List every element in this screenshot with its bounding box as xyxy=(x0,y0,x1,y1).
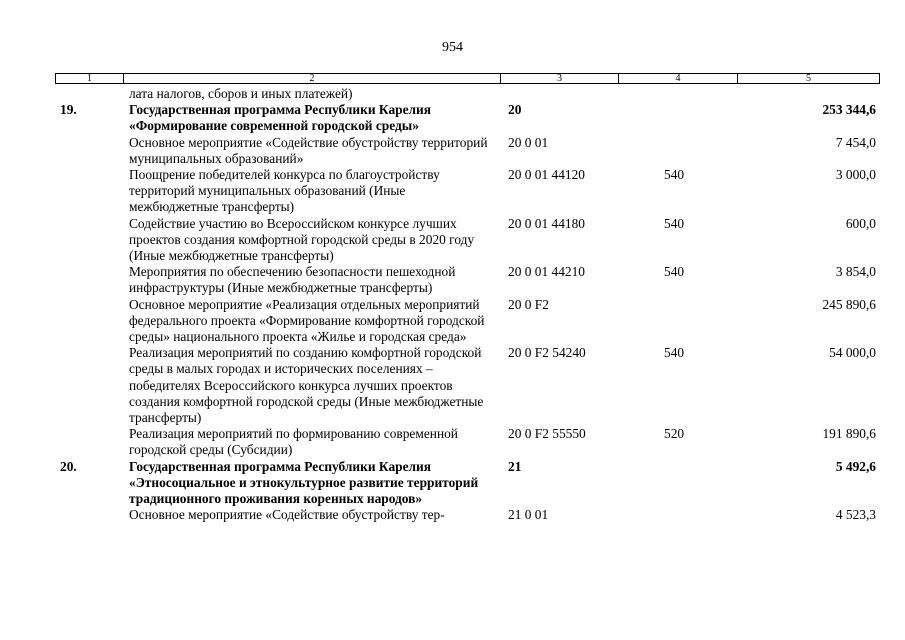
row-number: 20. xyxy=(60,458,77,474)
row-text: Реализация мероприятий по формированию современной городской среды (Субсидии) xyxy=(129,426,458,458)
row-type: 540 xyxy=(664,215,685,231)
row-code: 20 0 F2 54240 xyxy=(508,345,586,361)
page-number: 954 xyxy=(442,40,463,55)
row-number xyxy=(55,135,123,167)
row-sum: 245 890,6 xyxy=(822,296,876,312)
table-row xyxy=(55,216,880,265)
table-body xyxy=(55,86,880,523)
header-col-5: 5 xyxy=(806,73,811,84)
row-code: 21 xyxy=(508,458,522,474)
row-type: 540 xyxy=(664,167,685,183)
row-type xyxy=(618,135,737,167)
row-sum: 54 000,0 xyxy=(829,345,876,361)
row-number xyxy=(55,345,123,426)
row-text: Государственная программа Республики Карелия «Формирование современной городской среды» xyxy=(129,102,432,134)
table-row xyxy=(55,102,880,134)
row-code: 20 0 01 44120 xyxy=(508,167,585,183)
table-row xyxy=(55,345,880,426)
row-number xyxy=(55,297,123,346)
table-row xyxy=(55,459,880,508)
row-type xyxy=(618,297,737,346)
row-code xyxy=(500,86,618,102)
row-number xyxy=(55,507,123,523)
row-number xyxy=(55,426,123,458)
row-number xyxy=(55,86,123,102)
table-row xyxy=(55,264,880,296)
table-row xyxy=(55,86,880,102)
row-type: 520 xyxy=(664,426,685,442)
row-text: Содействие участию во Всероссийском конкурсе лучших проектов создания комфортной городской среды в 2020 году (Иные межбюджетные трансферты) xyxy=(129,215,475,264)
table-row xyxy=(55,426,880,458)
row-sum: 600,0 xyxy=(845,215,876,231)
header-col-2: 2 xyxy=(124,74,501,83)
row-code: 20 0 F2 xyxy=(508,296,549,312)
row-type: 540 xyxy=(664,345,685,361)
row-text: Государственная программа Республики Карелия «Этносоциальное и этнокультурное развитие территорий традиционного проживания коренных народов» xyxy=(129,458,479,507)
row-text: Основное мероприятие «Содействие обустройству территорий муниципальных образований» xyxy=(129,134,488,166)
header-col-4: 4 xyxy=(619,74,738,83)
row-type xyxy=(618,507,737,523)
row-text: Мероприятия по обеспечению безопасности пешеходной инфраструктуры (Иные межбюджетные трансферты) xyxy=(129,264,456,296)
header-col-3: 3 xyxy=(501,74,619,83)
row-code: 21 0 01 xyxy=(508,507,549,523)
row-sum: 7 454,0 xyxy=(835,134,876,150)
row-type xyxy=(618,459,737,508)
table-row xyxy=(55,135,880,167)
row-number xyxy=(55,167,123,216)
row-number: 19. xyxy=(60,102,77,118)
row-number xyxy=(55,264,123,296)
row-text: лата налогов, сборов и иных платежей) xyxy=(129,86,353,101)
table-header xyxy=(55,73,880,84)
row-text: Основное мероприятие «Содействие обустройству тер- xyxy=(129,507,445,523)
row-text: Поощрение победителей конкурса по благоустройству территорий муниципальных образований (Иные межбюджетные трансферты) xyxy=(129,167,440,215)
row-sum: 4 523,3 xyxy=(835,507,876,523)
row-sum: 3 854,0 xyxy=(835,264,876,280)
row-code: 20 0 01 44180 xyxy=(508,215,585,231)
table-row xyxy=(55,167,880,216)
row-type xyxy=(618,102,737,134)
table-row xyxy=(55,297,880,346)
row-text: Основное мероприятие «Реализация отдельных мероприятий федерального проекта «Формирование комфортной городской среды» национального проекта «Жилье и городская среда» xyxy=(129,296,485,345)
row-number xyxy=(55,216,123,265)
row-sum: 3 000,0 xyxy=(835,167,876,183)
row-code: 20 0 F2 55550 xyxy=(508,426,586,442)
row-sum xyxy=(737,86,878,102)
table-row xyxy=(55,507,880,523)
row-type: 540 xyxy=(664,264,685,280)
row-sum: 191 890,6 xyxy=(822,426,876,442)
row-code: 20 0 01 xyxy=(508,134,549,150)
row-code: 20 0 01 44210 xyxy=(508,264,585,280)
row-sum: 253 344,6 xyxy=(822,102,876,118)
row-code: 20 xyxy=(508,102,522,118)
row-sum: 5 492,6 xyxy=(835,458,876,474)
row-type xyxy=(618,86,737,102)
row-text: Реализация мероприятий по созданию комфортной городской среды в малых городах и исторических поселениях – победителях Всероссийского конкурса лучших проектов создания комфортной городской среды (Иные межбюджетные трансферты) xyxy=(129,345,484,426)
header-col-1: 1 xyxy=(56,74,124,83)
